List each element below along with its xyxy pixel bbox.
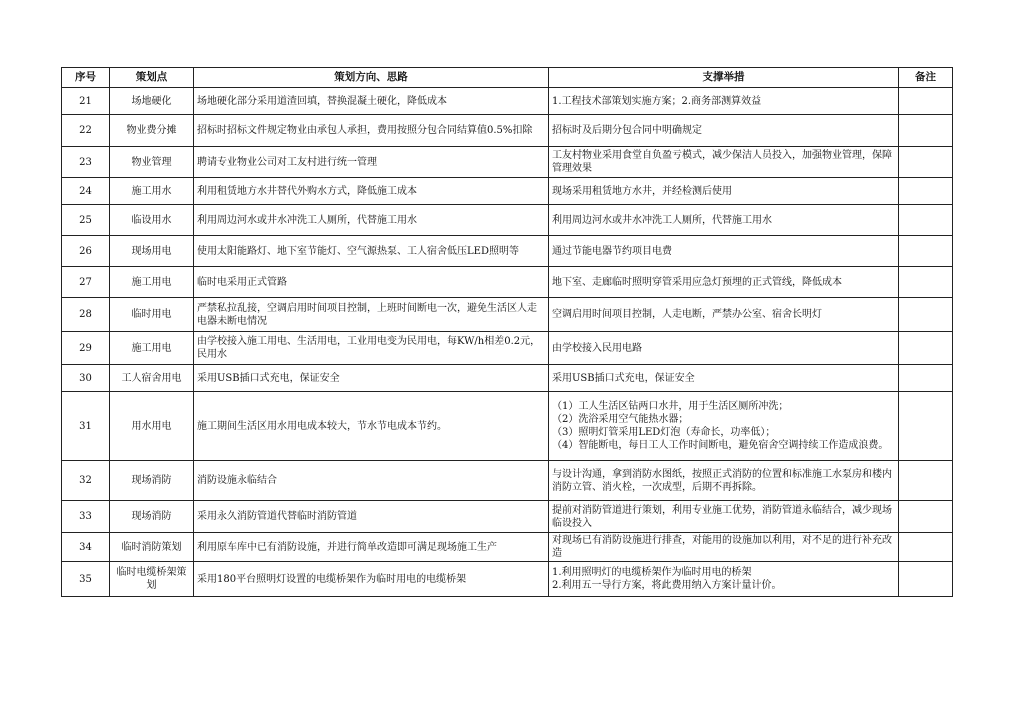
remark (899, 332, 953, 365)
table-row (62, 115, 953, 147)
support-measures (549, 562, 899, 597)
planning-point: 物业费分摊 (110, 115, 194, 147)
support-measures (549, 267, 899, 298)
row-number: 27 (62, 267, 110, 298)
header-cell-direction: 策划方向、思路 (194, 68, 549, 88)
planning-direction: 施工期间生活区用水用电成本较大，节水节电成本节约。 (194, 392, 549, 461)
row-number: 22 (62, 115, 110, 147)
planning-point: 施工用水 (110, 178, 194, 205)
table-row (62, 298, 953, 332)
support-line: 现场采用租赁地方水井，并经检测后使用 (552, 185, 732, 197)
planning-point: 现场用电 (110, 236, 194, 267)
support-line: （1）工人生活区钻两口水井，用于生活区厕所冲洗； (552, 401, 789, 412)
header-cell-support: 支撑举措 (549, 68, 899, 88)
support-line: （2）洗浴采用空气能热水器； (552, 414, 689, 425)
planning-point: 临时用电 (110, 298, 194, 332)
planning-direction: 严禁私拉乱接，空调启用时间项目控制，上班时间断电一次，避免生活区人走电器未断电情况 (194, 298, 549, 332)
remark (899, 178, 953, 205)
remark (899, 267, 953, 298)
support-line: （4）智能断电，每日工人工作时间断电，避免宿舍空调持续工作造成浪费。 (552, 440, 889, 451)
remark (899, 205, 953, 236)
row-number: 24 (62, 178, 110, 205)
row-number: 25 (62, 205, 110, 236)
support-line: 采用USB插口式充电，保证安全 (552, 372, 695, 384)
support-measures (549, 365, 899, 392)
support-measures (549, 501, 899, 533)
table-row (62, 332, 953, 365)
planning-point: 用水用电 (110, 392, 194, 461)
table-row (62, 88, 953, 115)
support-measures (549, 178, 899, 205)
support-measures (549, 115, 899, 147)
row-number: 29 (62, 332, 110, 365)
planning-point: 施工用电 (110, 332, 194, 365)
support-line: 工友村物业采用食堂自负盈亏模式，减少保洁人员投入，加强物业管理，保障管理效果 (552, 150, 892, 174)
planning-direction: 利用周边河水或井水冲洗工人厕所，代替施工用水 (194, 205, 549, 236)
support-measures (549, 147, 899, 178)
row-number: 34 (62, 533, 110, 562)
planning-point: 工人宿舍用电 (110, 365, 194, 392)
row-number: 28 (62, 298, 110, 332)
remark (899, 461, 953, 501)
remark (899, 236, 953, 267)
planning-point: 临设用水 (110, 205, 194, 236)
planning-point: 现场消防 (110, 501, 194, 533)
cost-plan-table (61, 67, 953, 597)
planning-direction: 场地硬化部分采用道渣回填，替换混凝土硬化，降低成本 (194, 88, 549, 115)
row-number: 31 (62, 392, 110, 461)
row-number: 30 (62, 365, 110, 392)
planning-direction: 采用永久消防管道代替临时消防管道 (194, 501, 549, 533)
planning-direction: 利用租赁地方水井替代外购水方式，降低施工成本 (194, 178, 549, 205)
support-line: 提前对消防管道进行策划，利用专业施工优势，消防管道永临结合，减少现场临设投入 (552, 504, 892, 529)
row-number: 23 (62, 147, 110, 178)
table-row (62, 392, 953, 461)
support-measures (549, 88, 899, 115)
support-measures (549, 461, 899, 501)
planning-direction: 由学校接入施工用电、生活用电，工业用电变为民用电，每KW/h相差0.2元，民用水 (194, 332, 549, 365)
header-cell-no: 序号 (62, 68, 110, 88)
planning-direction: 采用180平台照明灯设置的电缆桥架作为临时用电的电缆桥架 (194, 562, 549, 597)
remark (899, 562, 953, 597)
row-number: 33 (62, 501, 110, 533)
planning-point: 临时消防策划 (110, 533, 194, 562)
table-row (62, 236, 953, 267)
table-row (62, 205, 953, 236)
table-row (62, 147, 953, 178)
support-measures (549, 205, 899, 236)
support-line: 地下室、走廊临时照明穿管采用应急灯预埋的正式管线，降低成本 (552, 276, 842, 288)
support-line: 由学校接入民用电路 (552, 342, 642, 354)
planning-direction: 消防设施永临结合 (194, 461, 549, 501)
support-line: 空调启用时间项目控制，人走电断，严禁办公室、宿舍长明灯 (552, 309, 822, 320)
planning-direction: 聘请专业物业公司对工友村进行统一管理 (194, 147, 549, 178)
support-line: 通过节能电器节约项目电费 (552, 245, 672, 257)
support-measures (549, 392, 899, 461)
remark (899, 147, 953, 178)
remark (899, 533, 953, 562)
row-number: 21 (62, 88, 110, 115)
row-number: 26 (62, 236, 110, 267)
header-cell-note: 备注 (899, 68, 953, 88)
remark (899, 115, 953, 147)
support-line: 招标时及后期分包合同中明确规定 (552, 125, 702, 136)
row-number: 35 (62, 562, 110, 597)
planning-direction: 利用原车库中已有消防设施，并进行简单改造即可满足现场施工生产 (194, 533, 549, 562)
support-line: 1.利用照明灯的电缆桥架作为临时用电的桥架 (552, 567, 752, 578)
table-row (62, 267, 953, 298)
header-cell-point: 策划点 (110, 68, 194, 88)
planning-direction: 招标时招标文件规定物业由承包人承担，费用按照分包合同结算值0.5%扣除 (194, 115, 549, 147)
table-row (62, 562, 953, 597)
support-measures (549, 236, 899, 267)
header-row (62, 68, 953, 88)
remark (899, 365, 953, 392)
support-line: 2.利用五一导行方案，将此费用纳入方案计量计价。 (552, 580, 782, 591)
support-line: 与设计沟通，拿到消防水图纸，按照正式消防的位置和标准施工水泵房和楼内消防立管、消火栓，一次成型，后期不再拆除。 (552, 468, 892, 493)
remark (899, 392, 953, 461)
planning-point: 场地硬化 (110, 88, 194, 115)
support-line: 1.工程技术部策划实施方案；2.商务部测算效益 (552, 95, 762, 107)
planning-point: 现场消防 (110, 461, 194, 501)
remark (899, 501, 953, 533)
support-line: （3）照明灯管采用LED灯泡（寿命长，功率低）； (552, 427, 776, 438)
table-row (62, 365, 953, 392)
planning-point: 临时电缆桥架策划 (110, 562, 194, 597)
table-row (62, 461, 953, 501)
remark (899, 298, 953, 332)
support-measures (549, 533, 899, 562)
support-line: 利用周边河水或井水冲洗工人厕所，代替施工用水 (552, 214, 772, 226)
table-row (62, 533, 953, 562)
planning-point: 施工用电 (110, 267, 194, 298)
support-measures (549, 298, 899, 332)
support-measures (549, 332, 899, 365)
table-row (62, 178, 953, 205)
planning-direction: 使用太阳能路灯、地下室节能灯、空气源热泵、工人宿舍低压LED照明等 (194, 236, 549, 267)
planning-direction: 采用USB插口式充电，保证安全 (194, 365, 549, 392)
planning-point: 物业管理 (110, 147, 194, 178)
table-row (62, 501, 953, 533)
support-line: 对现场已有消防设施进行排查，对能用的设施加以利用，对不足的进行补充改造 (552, 535, 892, 559)
planning-direction: 临时电采用正式管路 (194, 267, 549, 298)
row-number: 32 (62, 461, 110, 501)
remark (899, 88, 953, 115)
